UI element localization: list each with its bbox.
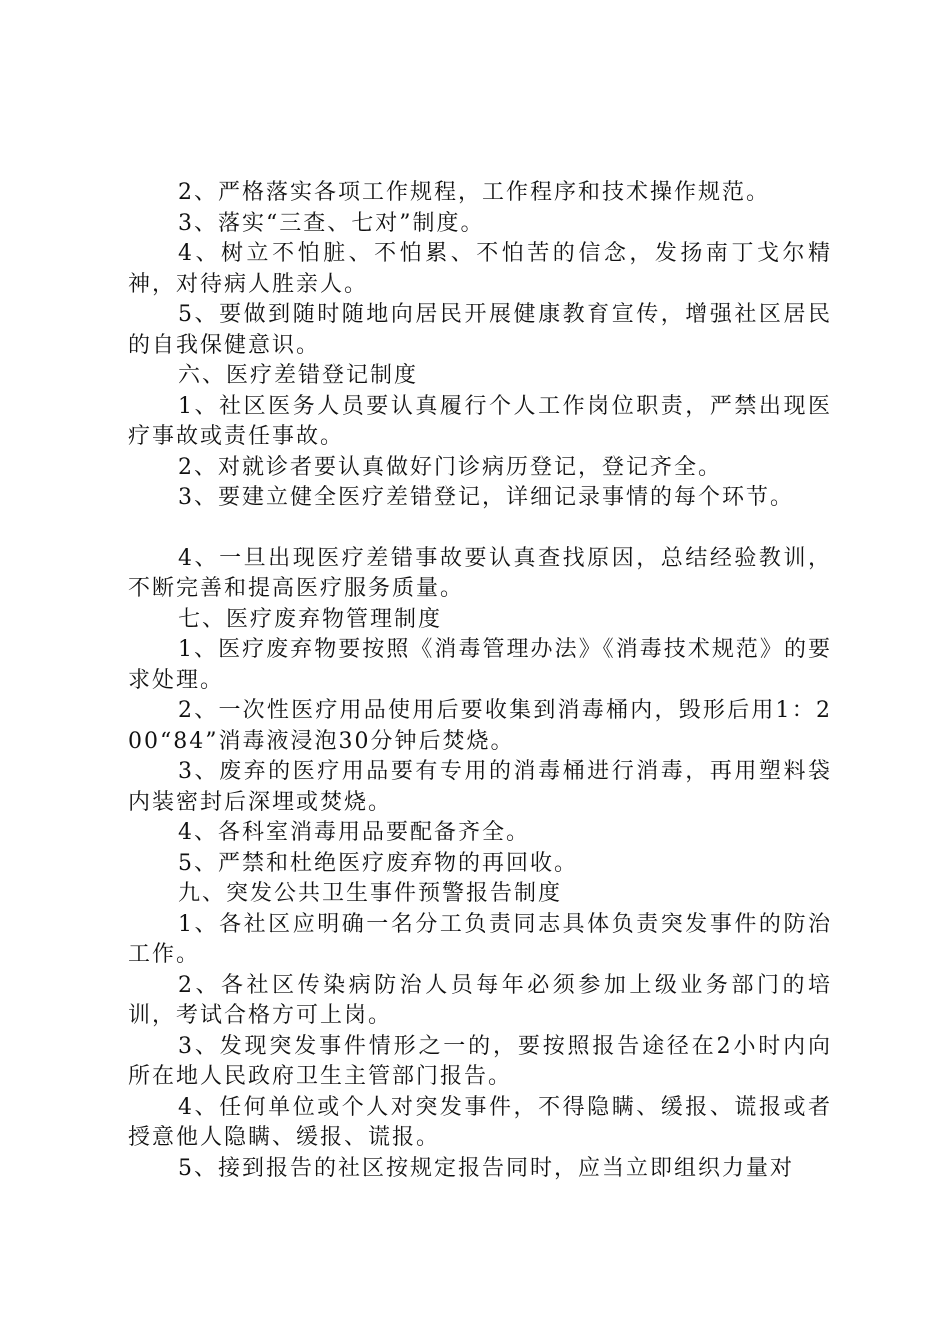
paragraph-item-7-4: 4、各科室消毒用品要配备齐全。 bbox=[178, 820, 530, 845]
paragraph-item-9-2: 2、各社区传染病防治人员每年必须参加上级业务部门的培训，考试合格方可上岗。 bbox=[128, 972, 832, 1028]
paragraph-item-3: 3、落实“三查、七对”制度。 bbox=[178, 210, 485, 236]
paragraph-item-7-3: 3、废弃的医疗用品要有专用的消毒桶进行消毒，再用塑料袋内装密封后深埋或焚烧。 bbox=[128, 759, 832, 815]
paragraph-item-6-1: 1、社区医务人员要认真履行个人工作岗位职责，严禁出现医疗事故或责任事故。 bbox=[128, 393, 832, 449]
paragraph-item-2: 2、严格落实各项工作规程，工作程序和技术操作规范。 bbox=[178, 180, 770, 205]
paragraph-item-6-4: 4、一旦出现医疗差错事故要认真查找原因，总结经验教训，不断完善和提高医疗服务质量。 bbox=[128, 545, 832, 601]
paragraph-item-9-1: 1、各社区应明确一名分工负责同志具体负责突发事件的防治工作。 bbox=[128, 911, 832, 967]
section-heading-9: 九、突发公共卫生事件预警报告制度 bbox=[178, 881, 563, 906]
paragraph-item-9-5: 5、接到报告的社区按规定报告同时，应当立即组织力量对 bbox=[178, 1155, 794, 1181]
section-heading-7: 七、医疗废弃物管理制度 bbox=[178, 606, 443, 632]
paragraph-item-9-4: 4、任何单位或个人对突发事件，不得隐瞒、缓报、谎报或者授意他人隐瞒、缓报、谎报。 bbox=[128, 1094, 832, 1150]
paragraph-item-7-1: 1、医疗废弃物要按照《消毒管理办法》《消毒技术规范》的要求处理。 bbox=[128, 637, 832, 693]
paragraph-item-7-2: 2、一次性医疗用品使用后要收集到消毒桶内，毁形后用1：200“84”消毒液浸泡30分钟后焚烧。 bbox=[128, 698, 832, 754]
paragraph-item-6-3: 3、要建立健全医疗差错登记，详细记录事情的每个环节。 bbox=[178, 485, 794, 510]
paragraph-item-7-5: 5、严禁和杜绝医疗废弃物的再回收。 bbox=[178, 850, 578, 876]
paragraph-item-6-2: 2、对就诊者要认真做好门诊病历登记，登记齐全。 bbox=[178, 454, 722, 480]
paragraph-gap bbox=[128, 514, 832, 544]
paragraph-item-4: 4、树立不怕脏、不怕累、不怕苦的信念，发扬南丁戈尔精神，对待病人胜亲人。 bbox=[128, 241, 832, 297]
paragraph-item-9-3: 3、发现突发事件情形之一的，要按照报告途径在2小时内向所在地人民政府卫生主管部门报告。 bbox=[128, 1033, 832, 1089]
document-body bbox=[128, 178, 832, 1184]
section-heading-6: 六、医疗差错登记制度 bbox=[178, 363, 419, 388]
paragraph-item-5: 5、要做到随时随地向居民开展健康教育宣传，增强社区居民的自我保健意识。 bbox=[128, 302, 832, 358]
